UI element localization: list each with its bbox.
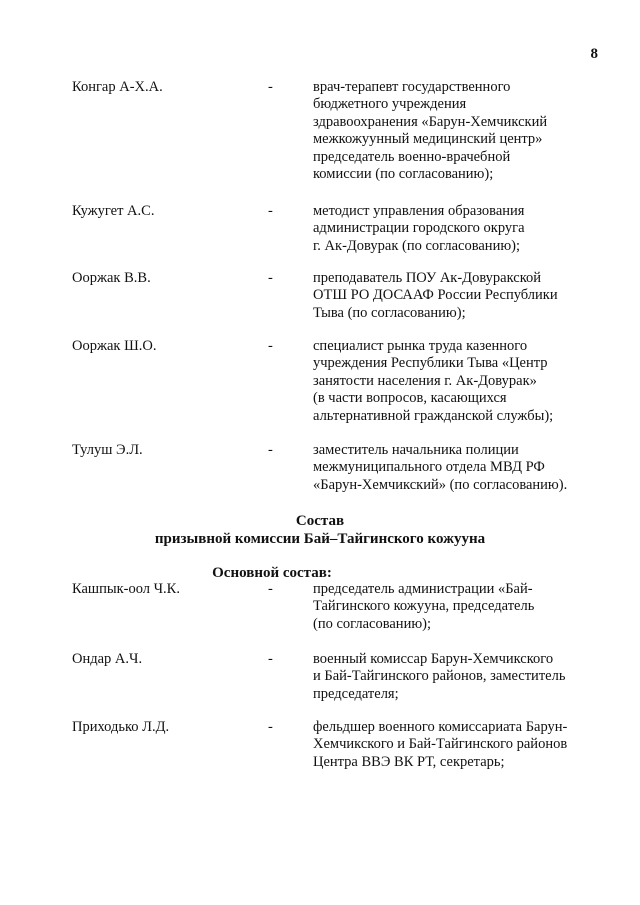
section-title: Состав: [295, 513, 345, 529]
dash-separator: -: [268, 79, 273, 95]
member-name: Конгар А-Х.А.: [72, 79, 163, 95]
member-position: фельдшер военного комиссариата Барун- Хемчикского и Бай-Тайгинского районов Центра ВВЭ ВК РТ, секретарь;: [313, 719, 568, 770]
member-position: председатель администрации «Бай- Тайгинского кожууна, председатель (по согласованию);: [313, 581, 535, 632]
member-name: Ооржак В.В.: [72, 270, 151, 286]
member-name: Кужугет А.С.: [72, 203, 155, 219]
dash-separator: -: [268, 719, 273, 735]
member-position: военный комиссар Барун-Хемчикского и Бай-Тайгинского районов, заместитель председателя;: [313, 651, 566, 702]
subsection-title: Основной состав:: [212, 565, 332, 581]
dash-separator: -: [268, 203, 273, 219]
member-position: методист управления образования администрации городского округа г. Ак-Довурак (по согласованию);: [313, 203, 525, 254]
member-name: Кашпык-оол Ч.К.: [72, 581, 180, 597]
member-name: Приходько Л.Д.: [72, 719, 170, 735]
member-name: Ондар А.Ч.: [72, 651, 143, 667]
member-position: врач-терапевт государственного бюджетного учреждения здравоохранения «Барун-Хемчикский межкожуунный медицинский центр» председатель военно-врачебной комиссии (по согласованию);: [313, 79, 548, 183]
dash-separator: -: [268, 442, 273, 458]
page-number: 8: [590, 46, 598, 62]
member-position: специалист рынка труда казенного учреждения Республики Тыва «Центр занятости населения г. Ак-Довурак» (в части вопросов, касающихся альтернативной гражданской службы);: [313, 338, 554, 424]
member-name: Тулуш Э.Л.: [72, 442, 143, 458]
member-name: Ооржак Ш.О.: [72, 338, 157, 354]
dash-separator: -: [268, 651, 273, 667]
dash-separator: -: [268, 338, 273, 354]
member-position: заместитель начальника полиции межмуниципального отдела МВД РФ «Барун-Хемчикский» (по согласованию).: [313, 442, 568, 493]
member-position: преподаватель ПОУ Ак-Довуракской ОТШ РО ДОСААФ России Республики Тыва (по согласованию);: [313, 270, 558, 321]
dash-separator: -: [268, 270, 273, 286]
section-subtitle: призывной комиссии Бай–Тайгинского кожууна: [154, 531, 486, 547]
dash-separator: -: [268, 581, 273, 597]
